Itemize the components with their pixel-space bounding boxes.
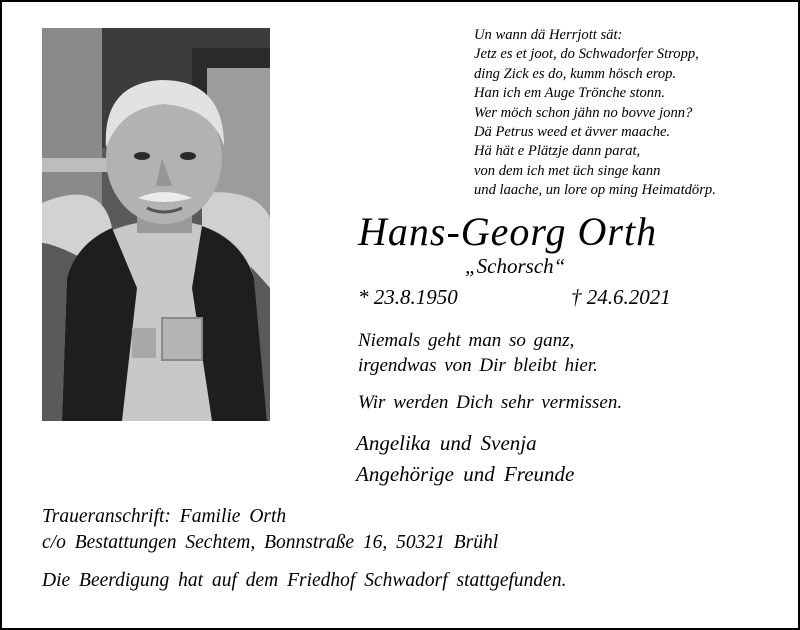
poem-line: Dä Petrus weed et ävver maache. <box>474 124 671 141</box>
address-line: c/o Bestattungen Sechtem, Bonnstraße 16, 50321 Brühl <box>42 532 499 553</box>
poem <box>474 26 794 201</box>
funeral-note: Die Beerdigung hat auf dem Friedhof Schwadorf stattgefunden. <box>42 570 567 591</box>
birth-date: * 23.8.1950 <box>358 285 458 309</box>
poem-line: von dem ich met üch singe kann <box>474 162 661 179</box>
death-date: † 24.6.2021 <box>571 285 671 309</box>
mourners <box>356 428 574 490</box>
poem-line: Jetz es et joot, do Schwadorfer Stropp, <box>474 46 699 63</box>
memorial-saying <box>358 329 598 378</box>
poem-line: Han ich em Auge Trönche stonn. <box>474 85 666 102</box>
poem-line: und laache, un lore op ming Heimatdörp. <box>474 182 716 199</box>
poem-line: Hä hät e Plätzje dann parat, <box>474 143 641 160</box>
saying-line: Niemals geht man so ganz, <box>358 330 575 351</box>
portrait-photo <box>42 28 270 421</box>
portrait-photo-icon <box>42 28 270 421</box>
mourning-address <box>42 504 498 556</box>
poem-line: Wer möch schon jähn no bovve jonn? <box>474 104 693 121</box>
poem-line: Un wann dä Herrjott sät: <box>474 27 623 43</box>
mourner-line: Angehörige und Freunde <box>356 462 575 486</box>
saying-line: irgendwas von Dir bleibt hier. <box>358 354 598 376</box>
missed-line: Wir werden Dich sehr vermissen. <box>358 392 623 413</box>
poem-line: ding Zick es do, kumm hösch erop. <box>474 65 677 82</box>
deceased-nickname: „Schorsch“ <box>465 254 566 278</box>
mourner-line: Angelika und Svenja <box>356 431 537 455</box>
address-line: Traueranschrift: Familie Orth <box>42 506 287 527</box>
deceased-name: Hans-Georg Orth <box>358 209 658 254</box>
